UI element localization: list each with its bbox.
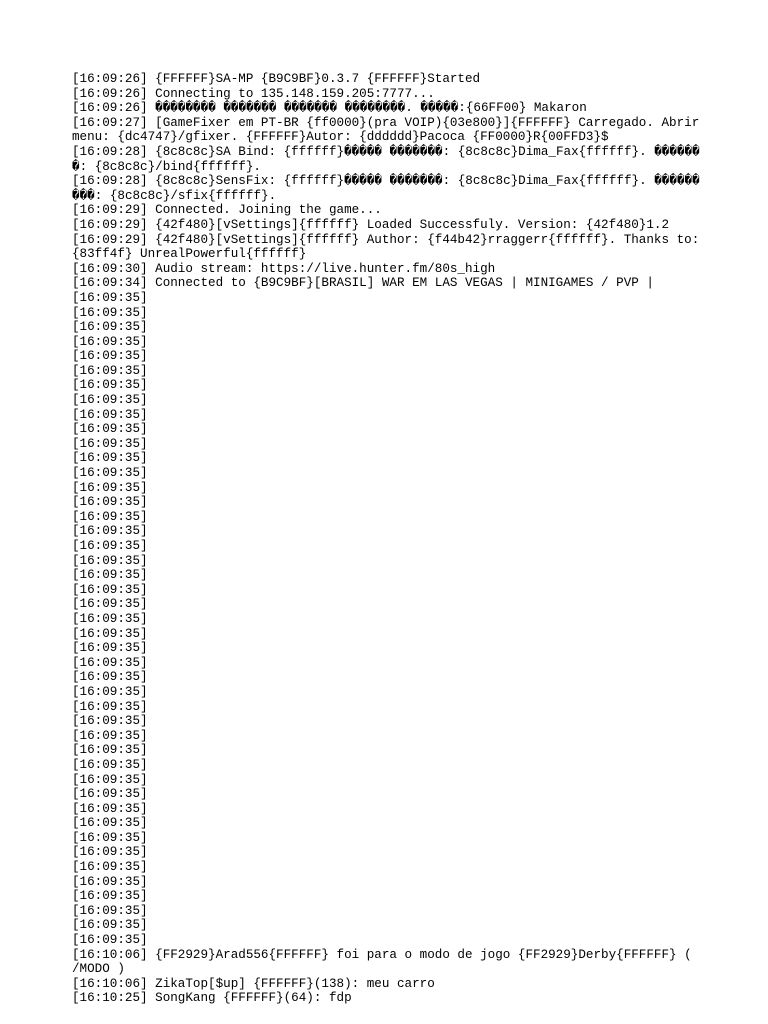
chat-log	[72, 72, 707, 1006]
log-line: [16:09:35]	[72, 655, 148, 670]
log-line: [16:09:35]	[72, 889, 148, 904]
log-line: [16:09:26] Connecting to 135.148.159.205:7777...	[72, 86, 435, 101]
log-line: [16:09:35]	[72, 349, 148, 364]
log-line: [16:09:35]	[72, 422, 148, 437]
log-line: [16:09:29] Connected. Joining the game...	[72, 203, 382, 218]
log-line: [16:10:06] ZikaTop[$up] {FFFFFF}(138): meu carro	[72, 976, 435, 991]
log-line: [16:09:35]	[72, 728, 148, 743]
log-line: [16:09:35]	[72, 845, 148, 860]
log-line: [16:09:34] Connected to {B9C9BF}[BRASIL] WAR EM LAS VEGAS | MINIGAMES / PVP |	[72, 276, 654, 291]
log-line: [16:09:35]	[72, 787, 148, 802]
log-line: [16:09:35]	[72, 305, 148, 320]
log-line: [16:09:35]	[72, 626, 148, 641]
log-line: [16:09:30] Audio stream: https://live.hunter.fm/80s_high	[72, 261, 496, 276]
log-line: [16:09:35]	[72, 714, 148, 729]
log-line: [16:09:35]	[72, 772, 148, 787]
log-line: [16:09:35]	[72, 874, 148, 889]
log-line: [16:09:35]	[72, 393, 148, 408]
log-line: [16:09:35]	[72, 539, 148, 553]
log-line: [16:09:35]	[72, 495, 148, 510]
log-line: [16:09:26] {FFFFFF}SA-MP {B9C9BF}0.3.7 {FFFFFF}Started	[72, 72, 481, 86]
log-line: [16:09:35]	[72, 597, 148, 612]
log-line: [16:09:28] {8c8c8c}SA Bind: {ffffff}����� �������: {8c8c8c}Dima_Fax{ffffff}. �������: {8c8c8c}/bind{ffffff}.	[72, 144, 700, 174]
log-line: [16:09:28] {8c8c8c}SensFix: {ffffff}����� �������: {8c8c8c}Dima_Fax{ffffff}. ���������: {8c8c8c}/sfix{ffffff}.	[72, 174, 700, 203]
log-line: [16:09:26] �������� ������� ������� ��������. �����:{66FF00} Makaron	[72, 101, 587, 116]
log-line: [16:09:35]	[72, 363, 148, 378]
log-line: [16:09:35]	[72, 334, 148, 349]
log-line: [16:09:35]	[72, 903, 148, 918]
log-line: [16:09:35]	[72, 699, 148, 714]
log-line: [16:09:35]	[72, 320, 148, 335]
log-line: [16:09:35]	[72, 670, 148, 685]
log-line: [16:10:25] SongKang {FFFFFF}(64): fdp	[72, 991, 352, 1006]
log-line: [16:09:35]	[72, 830, 148, 845]
log-line: [16:09:35]	[72, 582, 148, 597]
log-line: [16:10:06] {FF2929}Arad556{FFFFFF} foi para o modo de jogo {FF2929}Derby{FFFFFF} ( /MODO )	[72, 947, 700, 977]
log-line: [16:09:35]	[72, 436, 148, 451]
log-line: [16:09:35]	[72, 933, 148, 948]
log-page	[72, 72, 707, 1006]
log-line: [16:09:35]	[72, 860, 148, 875]
log-line: [16:09:35]	[72, 451, 148, 466]
log-line: [16:09:29] {42f480}[vSettings]{ffffff} Author: {f44b42}rraggerr{ffffff}. Thanks to: {83ff4f} UnrealPowerful{ffffff}	[72, 232, 707, 262]
log-line: [16:09:35]	[72, 757, 148, 772]
log-line: [16:09:29] {42f480}[vSettings]{ffffff} Loaded Successfuly. Version: {42f480}1.2	[72, 217, 670, 232]
log-line: [16:09:35]	[72, 378, 148, 393]
log-line: [16:09:35]	[72, 743, 148, 758]
log-line: [16:09:35]	[72, 641, 148, 656]
log-line: [16:09:35]	[72, 684, 148, 699]
log-line: [16:09:35]	[72, 290, 148, 305]
log-line: [16:09:35]	[72, 466, 148, 481]
log-line: [16:09:35]	[72, 918, 148, 933]
log-line: [16:09:35]	[72, 524, 148, 539]
log-line: [16:09:27] [GameFixer em PT-BR {ff0000}(pra VOIP){03e800}]{FFFFFF} Carregado. Abrir menu: {dc4747}/gfixer. {FFFFFF}Autor: {dddddd}Pacoca {FF0000}R{00FFD3}$	[72, 115, 707, 145]
log-line: [16:09:35]	[72, 801, 148, 816]
log-line: [16:09:35]	[72, 553, 148, 568]
log-line: [16:09:35]	[72, 568, 148, 583]
log-line: [16:09:35]	[72, 480, 148, 495]
log-line: [16:09:35]	[72, 407, 148, 422]
log-line: [16:09:35]	[72, 509, 148, 524]
log-line: [16:09:35]	[72, 611, 148, 626]
log-line: [16:09:35]	[72, 816, 148, 831]
